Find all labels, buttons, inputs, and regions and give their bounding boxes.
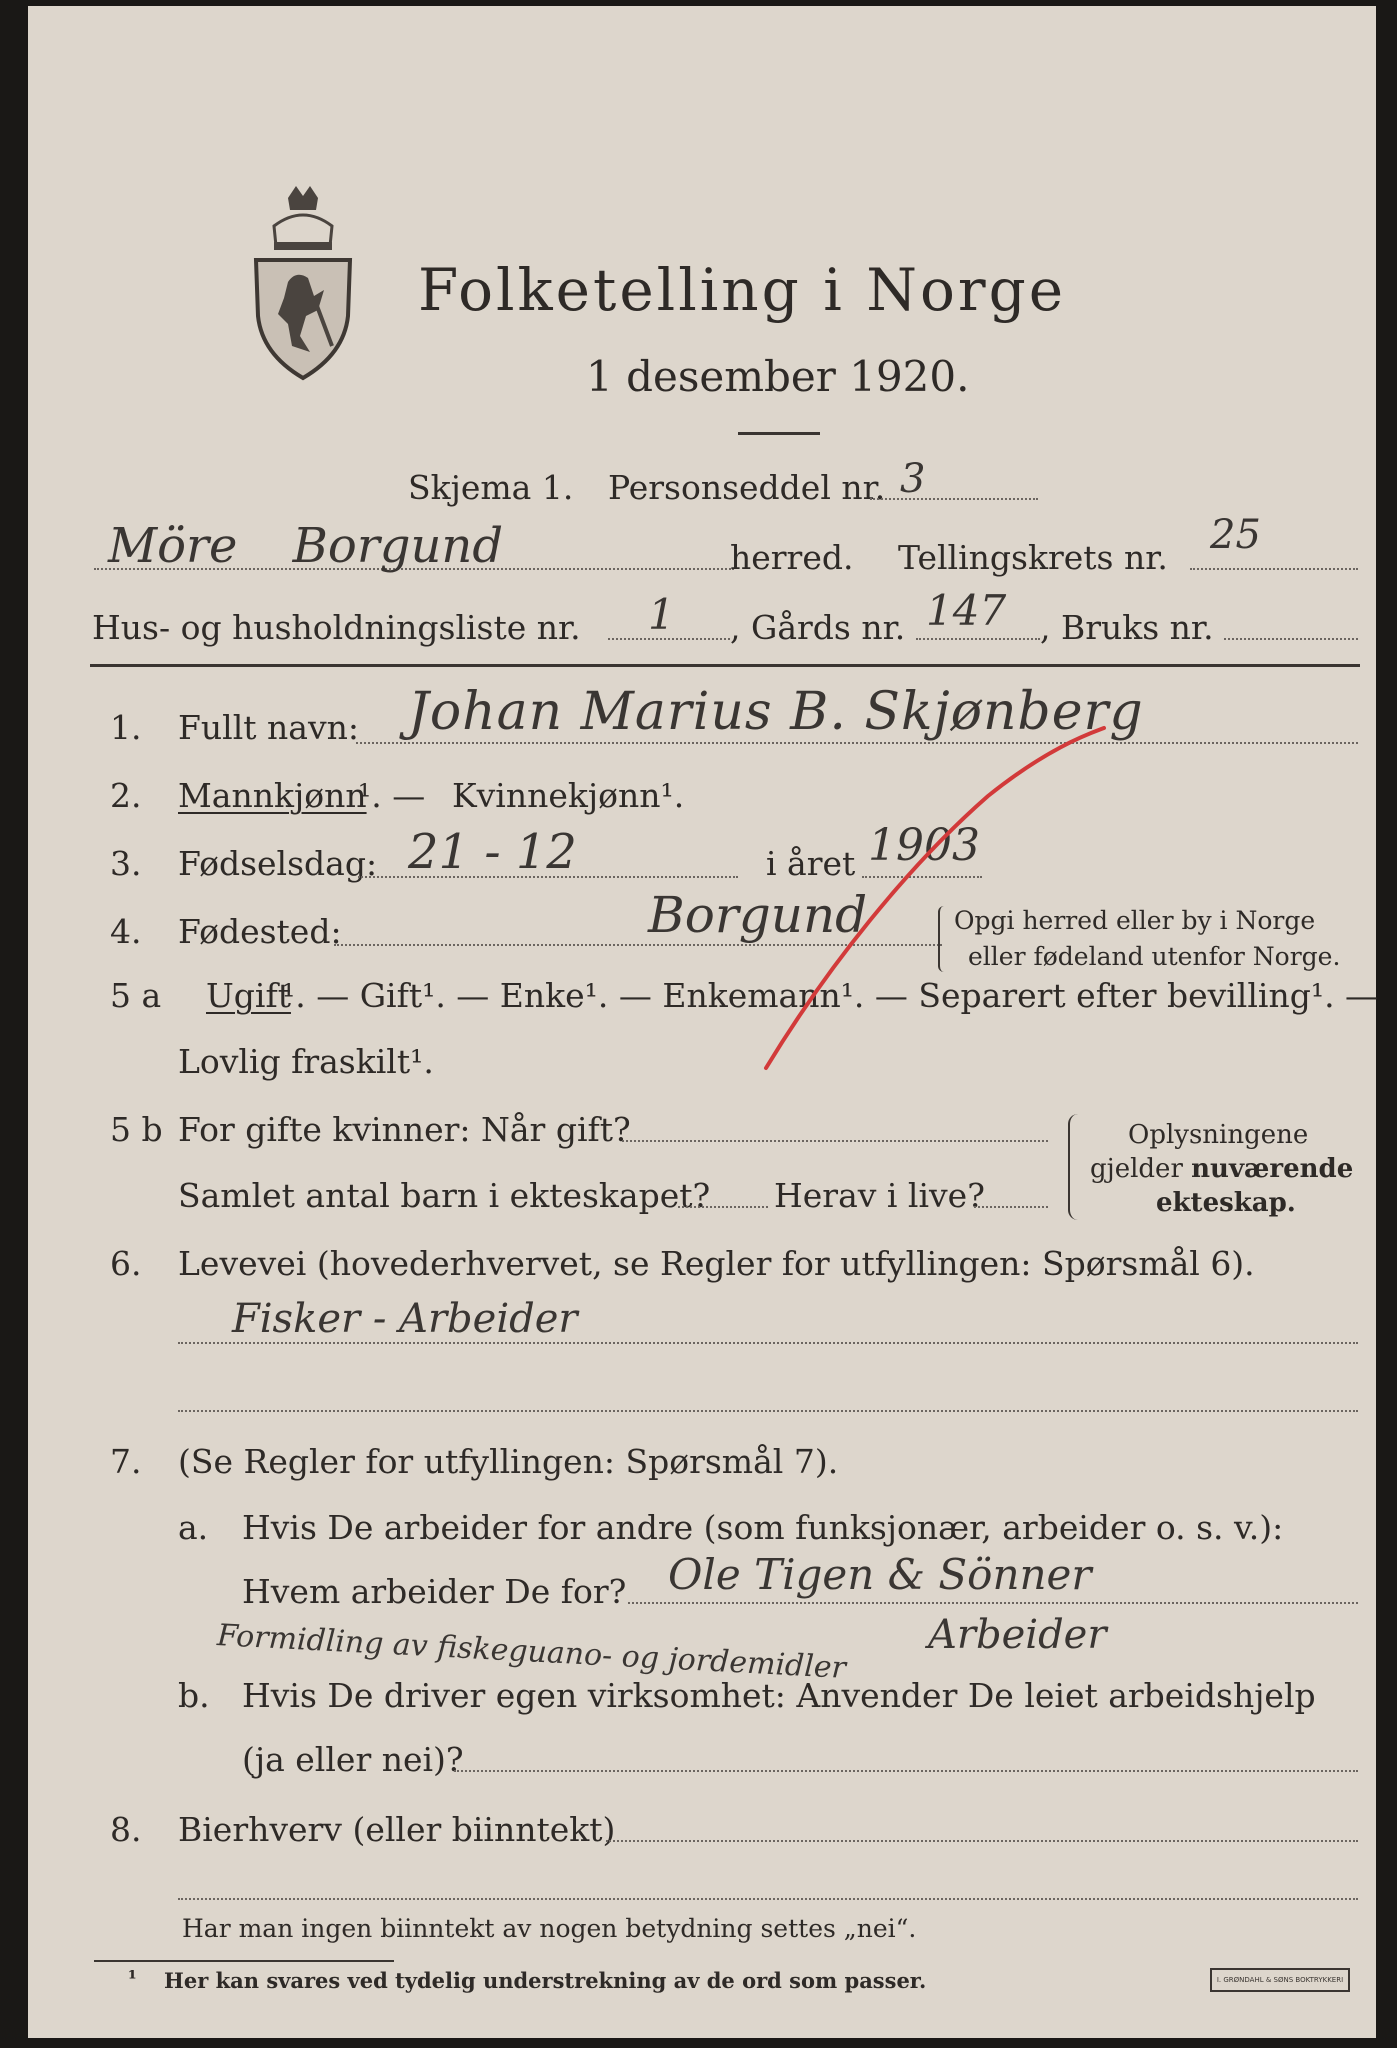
footnote-marker: ¹ [128, 1966, 137, 1990]
printer-mark: I. GRØNDAHL & SØNS BOKTRYKKERI [1210, 1968, 1350, 1992]
q7b-letter: b. [178, 1676, 210, 1715]
sex-separator: ¹. — [358, 776, 426, 815]
sex-option-female[interactable]: Kvinnekjønn¹. [452, 776, 685, 815]
marital-options[interactable]: ¹. — Gift¹. — Enke¹. — Enkemann¹. — Separert efter bevilling¹. — [282, 976, 1379, 1015]
q6-label: Levevei (hovederhvervet, se Regler for utfyllingen: Spørsmål 6). [178, 1244, 1255, 1283]
employer-business-value: Formidling av fiskeguano- og jordemidler [216, 1618, 847, 1686]
children-alive-label: Herav i live? [774, 1176, 985, 1215]
q1-number: 1. [110, 708, 142, 747]
red-pencil-strike [28, 6, 1379, 2038]
personseddel-value: 3 [900, 456, 926, 502]
married-note-line1: Oplysningene [1128, 1120, 1309, 1150]
employer-value: Ole Tigen & Sönner [668, 1550, 1092, 1599]
herred-value: Möre Borgund [108, 518, 504, 574]
q8-number: 8. [110, 1810, 142, 1849]
q8-label: Bierhverv (eller biinntekt) [178, 1810, 616, 1849]
q5a-number: 5 a [110, 976, 162, 1015]
birthyear-label: i året [766, 844, 856, 883]
q7a-question: Hvem arbeider De for? [242, 1572, 627, 1611]
employer-role-value: Arbeider [928, 1612, 1107, 1658]
q7a-letter: a. [178, 1508, 209, 1547]
q3-number: 3. [110, 844, 142, 883]
q2-number: 2. [110, 776, 142, 815]
full-name-value: Johan Marius B. Skjønberg [408, 682, 1144, 742]
q5b-number: 5 b [110, 1110, 163, 1149]
birthyear-value: 1903 [868, 820, 980, 871]
skjema-label: Skjema 1. [408, 468, 574, 507]
hus-label: Hus- og husholdningsliste nr. [92, 608, 581, 647]
birthplace-note-line2: eller fødeland utenfor Norge. [968, 942, 1341, 971]
tellingskrets-label: Tellingskrets nr. [898, 538, 1168, 577]
q7-label: (Se Regler for utfyllingen: Spørsmål 7). [178, 1442, 839, 1481]
q4-label: Fødested: [178, 912, 342, 951]
q7b-label: Hvis De driver egen virksomhet: Anvender De leiet arbeidshjelp [242, 1676, 1316, 1715]
birthplace-note-line1: Opgi herred eller by i Norge [954, 906, 1316, 935]
q6-number: 6. [110, 1244, 142, 1283]
tellingskrets-value: 25 [1210, 512, 1261, 558]
census-form [28, 6, 1379, 2038]
married-note-line2: gjelder nuværende [1090, 1154, 1354, 1184]
bruks-label: , Bruks nr. [1040, 608, 1214, 647]
birthdate-value: 21 - 12 [408, 824, 577, 880]
personseddel-label: Personseddel nr. [608, 468, 886, 507]
q7-number: 7. [110, 1442, 142, 1481]
marital-option-ugift[interactable]: Ugift [206, 976, 291, 1015]
sex-option-male[interactable]: Mannkjønn [178, 776, 367, 815]
hus-value: 1 [648, 590, 675, 639]
q1-label: Fullt navn: [178, 708, 359, 747]
married-when-label: For gifte kvinner: Når gift? [178, 1110, 631, 1149]
herred-label: herred. [730, 538, 854, 577]
q7b-question: (ja eller nei)? [242, 1740, 464, 1779]
side-income-note: Har man ingen biinntekt av nogen betydning settes „nei“. [182, 1914, 917, 1943]
footnote-text: Her kan svares ved tydelig understrekning av de ord som passer. [164, 1968, 927, 1993]
gards-value: 147 [926, 586, 1007, 635]
occupation-value: Fisker - Arbeider [232, 1296, 578, 1342]
children-total-label: Samlet antal barn i ekteskapet? [178, 1176, 711, 1215]
married-note-line3: ekteskap. [1156, 1188, 1296, 1218]
gards-label: , Gårds nr. [730, 608, 906, 647]
birthplace-value: Borgund [648, 886, 868, 944]
marital-option-fraskilt[interactable]: Lovlig fraskilt¹. [178, 1042, 434, 1081]
q7a-label: Hvis De arbeider for andre (som funksjonær, arbeider o. s. v.): [242, 1508, 1284, 1547]
q4-number: 4. [110, 912, 142, 951]
page-title: Folketelling i Norge [418, 256, 1067, 324]
q3-label: Fødselsdag: [178, 844, 378, 883]
census-date: 1 desember 1920. [586, 352, 970, 401]
